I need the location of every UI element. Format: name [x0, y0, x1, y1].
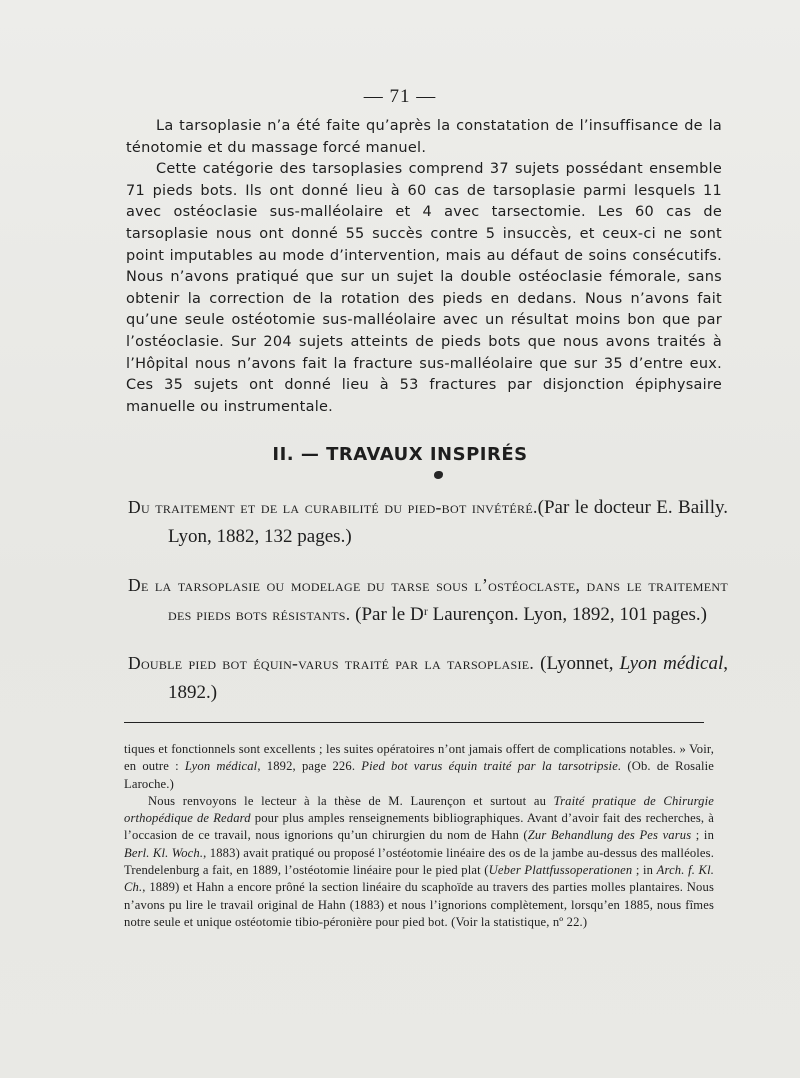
footnote-text: ; in — [632, 863, 657, 878]
footnote — [124, 741, 714, 931]
footnote-italic: Pied bot varus équin traité par la tarsotripsie. — [361, 759, 622, 774]
work-entry — [128, 571, 728, 629]
footnote-text: , 1883) avait pratiqué ou proposé l’ostéotomie linéaire des os de la jambe au-dessus des malléoles. Trendelenburg a fait, en 1889, l’ostéotomie linéaire pour le pied plat ( — [124, 845, 714, 878]
work-title: Du traitement et de la curabilité du pied-bot invétéré. — [128, 497, 538, 517]
work-title: Double pied bot équin-varus traité par la tarsoplasie. — [128, 653, 535, 673]
footnote-italic: Zur Behandlung des Pes varus — [527, 828, 692, 843]
footnote-text: pour plus amples renseignements bibliographiques. Avant d’avoir fait des recherches, à l’occasion de ce travail, nous ignorions qu’un chirurgien du nom de Hahn ( — [124, 811, 714, 843]
footnote-italic: Ueber Plattfussoperationen — [488, 863, 633, 878]
footnote-text: , 1889) et Hahn a encore prôné la section linéaire du scaphoïde au travers des parties molles plantaires. Nous n’avons pu lire le travail original de Hahn (1883) et nous l’ignorions complètement, lorsqu’en 1885, nous fîmes notre seule et unique ostéotomie tibio-péronière pour pied bot. (Voir la statistique, nº 22.) — [124, 880, 714, 929]
body-text — [126, 116, 722, 418]
page-number: — 71 — — [363, 86, 437, 107]
work-details: (Lyonnet, — [540, 653, 620, 674]
footnote-separator — [124, 722, 704, 723]
ink-blot-mark — [434, 471, 443, 479]
body-paragraph: Cette catégorie des tarsoplasies comprend 37 sujets possédant ensemble 71 pieds bots. Ils ont donné lieu à 60 cas de tarsoplasie parmi lesquels 11 avec ostéoclasie sus-malléolaire et 4 avec tarsectomie. Les 60 cas de tarsoplasie nous ont donné 55 succès contre 5 insuccès, et ceux-ci ne sont point imputables au mode d’intervention, mais au défaut de soins consécutifs. Nous n’avons pratiqué que sur un sujet la double ostéoclasie fémorale, sans obtenir la correction de la rotation des pieds en dedans. Nous n’avons fait qu’une seule ostéotomie sus-malléolaire avec un résultat moins bon que par l’ostéoclasie. Sur 204 sujets atteints de pieds bots que nous avons traités à l’Hôpital nous n’avons fait la fracture sus-malléolaire que sur 35 d’entre eux. Ces 35 sujets ont donné lieu à 53 fractures par disjonction épiphysaire manuelle ou instrumentale. — [126, 161, 722, 415]
section-heading: II. — TRAVAUX INSPIRÉS — [272, 444, 528, 465]
work-details: (Par le docteur E. Bailly. Lyon, 1882, 132 pages.) — [168, 497, 728, 547]
footnote-paragraph — [124, 793, 714, 931]
work-details: , 1892.) — [168, 653, 728, 703]
footnote-italic: Lyon médical — [184, 759, 258, 774]
footnote-text: Nous renvoyons le lecteur à la thèse de M. Laurençon et surtout au — [148, 793, 554, 808]
footnote-text: tiques et fonctionnels sont excellents ; les suites opératoires n’ont jamais offert de complications notables. » Voir, en outre : — [124, 742, 714, 774]
footnote-italic: Traité pratique de Chirurgie orthopédique de Redard — [124, 793, 714, 826]
footnote-text: ; in — [691, 828, 715, 843]
work-journal: Lyon médical — [619, 653, 724, 674]
work-title: De la tarsoplasie ou modelage du tarse sous l’ostéoclaste, dans le traitement des pieds bots résistants. — [128, 575, 728, 624]
work-details: (Par le Dʳ Laurençon. Lyon, 1892, 101 pages.) — [355, 604, 707, 625]
footnote-paragraph — [124, 741, 714, 793]
body-paragraph: La tarsoplasie n’a été faite qu’après la constatation de l’insuffisance de la ténotomie et du massage forcé manuel. — [126, 118, 722, 156]
work-entry — [128, 493, 728, 551]
footnote-italic: Berl. Kl. Woch. — [124, 845, 204, 860]
footnote-italic: Arch. f. Kl. Ch. — [124, 863, 715, 895]
footnote-text: (Ob. de Rosalie Laroche.) — [124, 759, 714, 791]
footnote-text: , 1892, page 226. — [257, 759, 362, 774]
work-entry — [128, 649, 728, 707]
works-list — [128, 493, 728, 727]
